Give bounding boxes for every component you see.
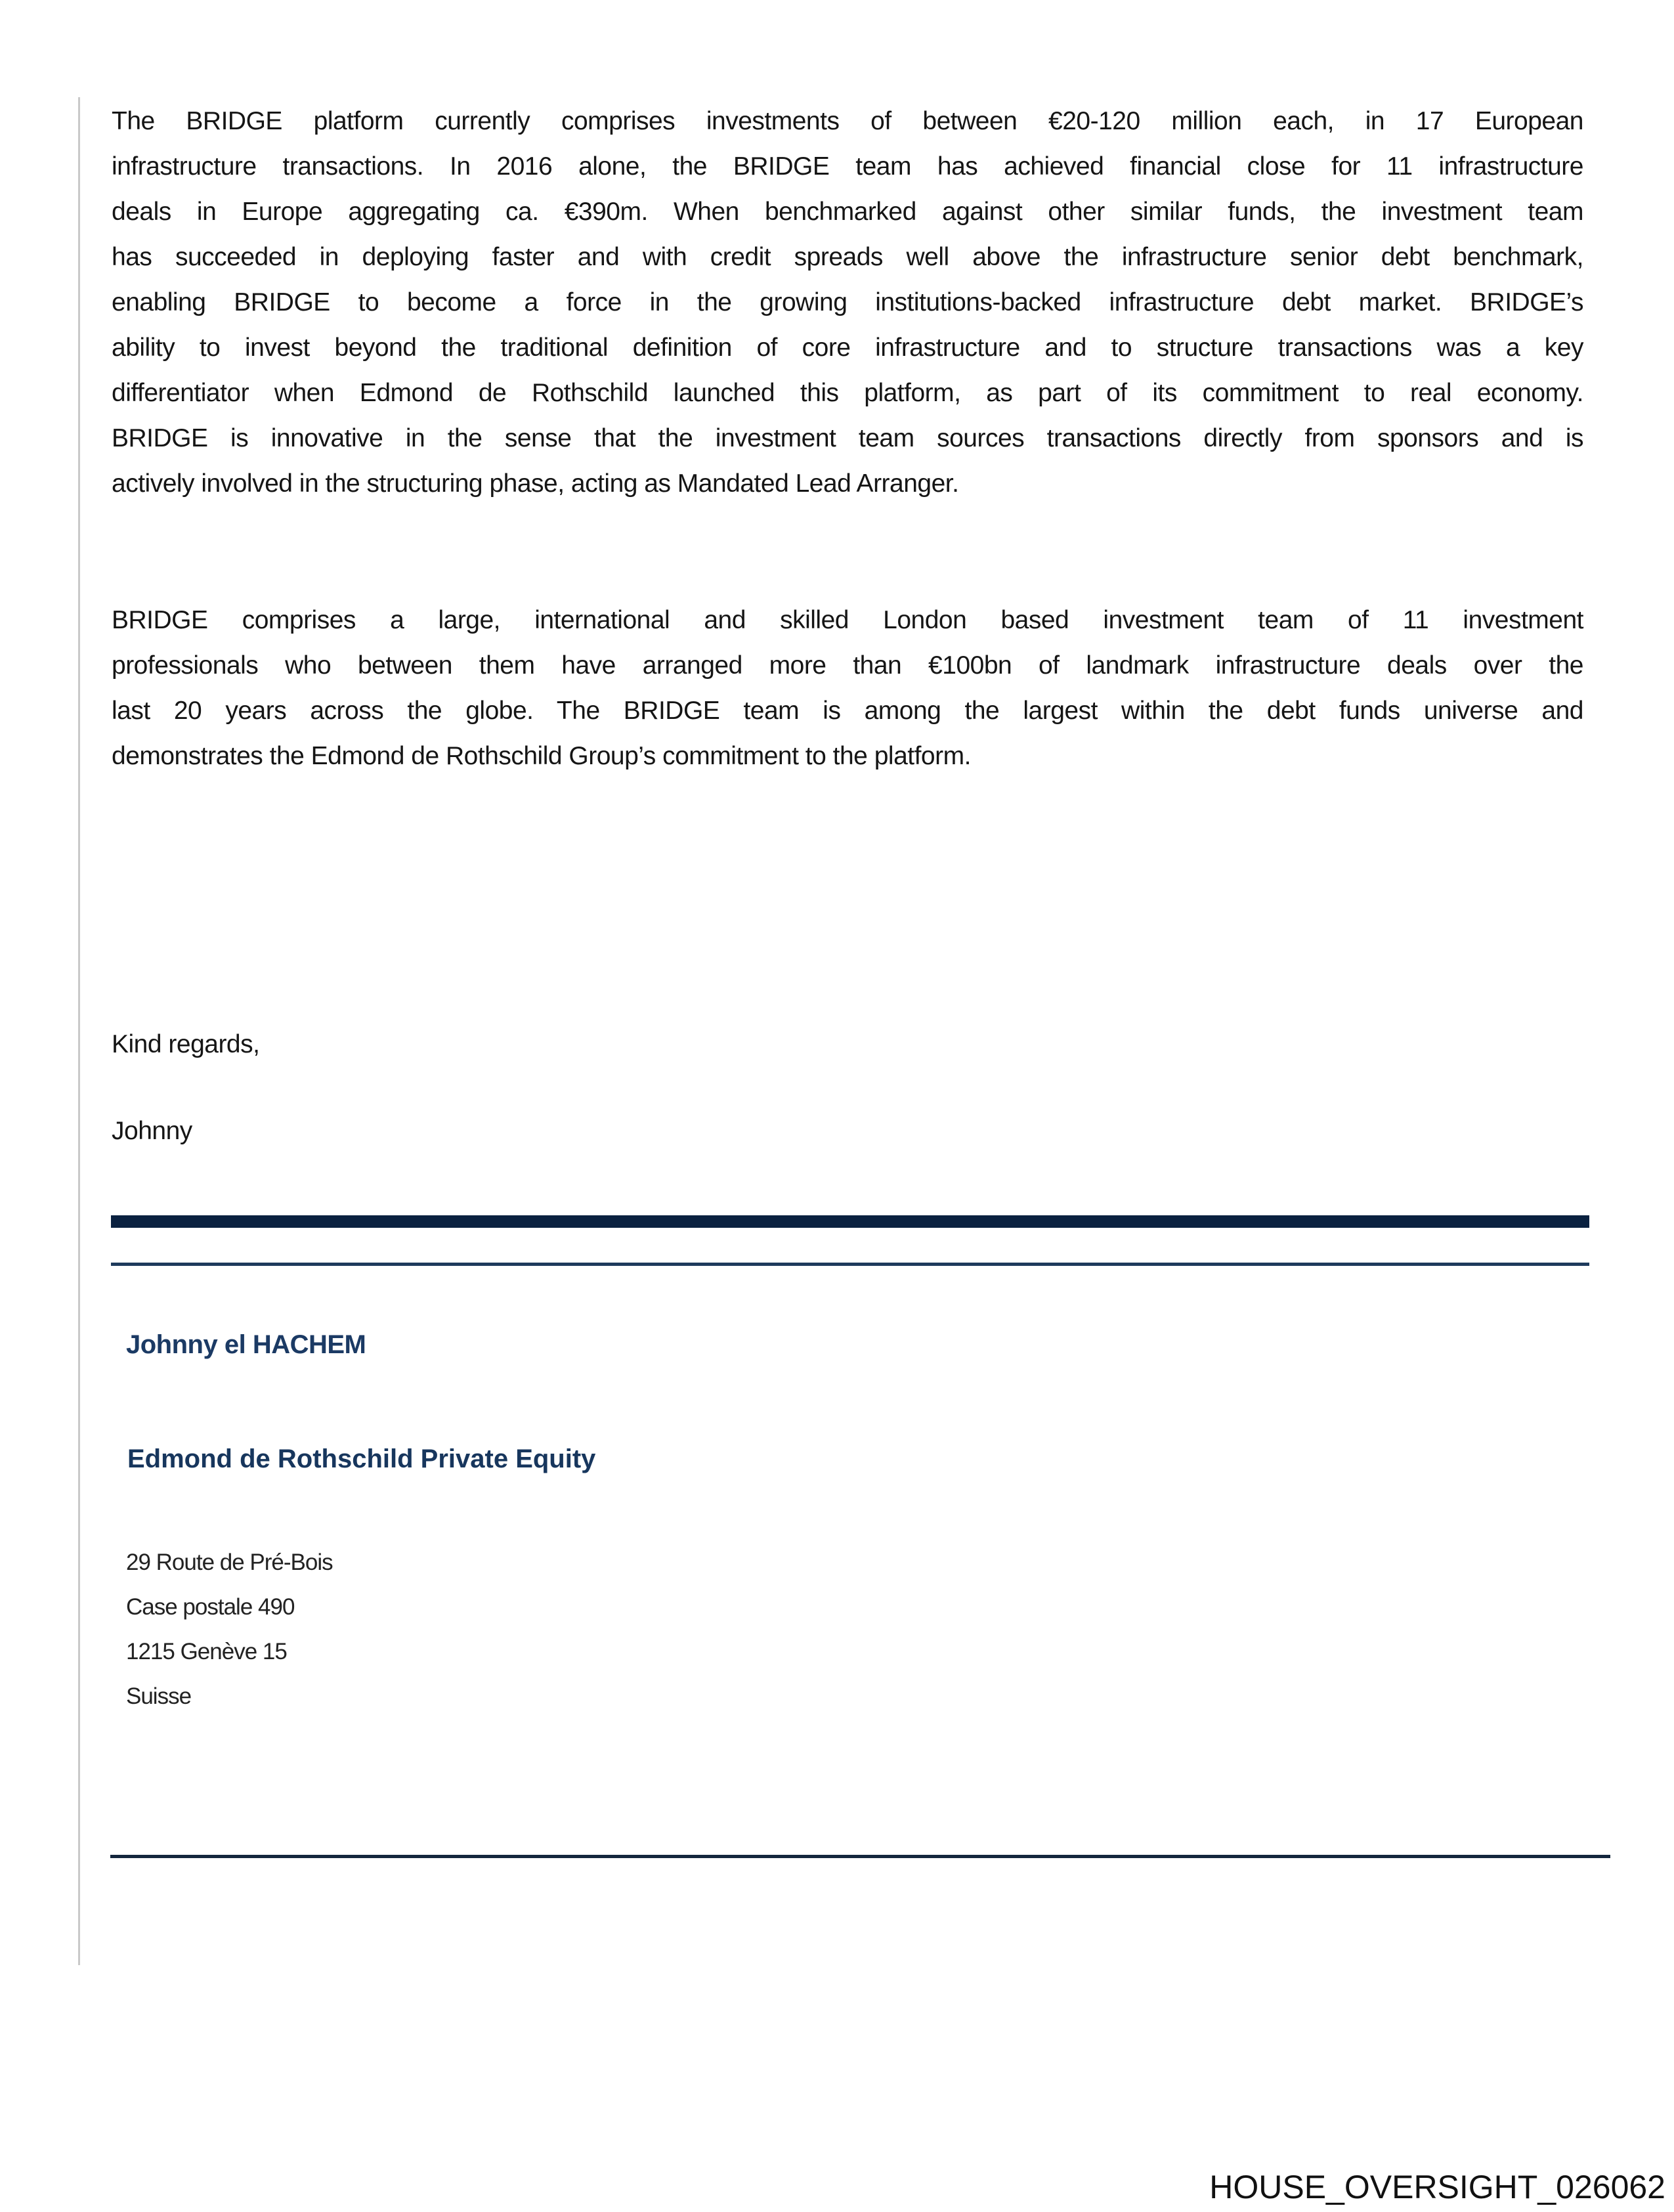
body-line: infrastructure transactions. In 2016 alone, the BRIDGE team has achieved financial close for 11 infrastructure <box>112 152 1583 181</box>
body-line: enabling BRIDGE to become a force in the growing institutions-backed infrastructure debt market. BRIDGE’s <box>112 288 1583 316</box>
body-line: has succeeded in deploying faster and with credit spreads well above the infrastructure senior debt benchmark, <box>112 243 1583 271</box>
body-line: professionals who between them have arranged more than €100bn of landmark infrastructure deals over the <box>112 651 1583 680</box>
quote-indent-rule <box>78 97 80 1965</box>
signature-address-block <box>126 1540 333 1719</box>
paragraph-bridge-team <box>112 597 1583 779</box>
body-line: ability to invest beyond the traditional definition of core infrastructure and to structure transactions was a key <box>112 334 1583 362</box>
body-line: 29 Route de Pré-Bois <box>126 1550 333 1575</box>
paragraph-bridge-platform <box>112 98 1583 506</box>
body-line: demonstrates the Edmond de Rothschild Group’s commitment to the platform. <box>112 742 971 770</box>
body-line: differentiator when Edmond de Rothschild launched this platform, as part of its commitment to real economy. <box>112 379 1583 407</box>
signoff-name: Johnny <box>112 1117 192 1145</box>
body-line: The BRIDGE platform currently comprises investments of between €20-120 million each, in 17 European <box>112 107 1583 135</box>
signature-divider-bar <box>111 1215 1589 1228</box>
bates-number: HOUSE_OVERSIGHT_026062 <box>1209 2169 1665 2205</box>
body-line: Case postale 490 <box>126 1594 295 1620</box>
body-line: deals in Europe aggregating ca. €390m. When benchmarked against other similar funds, the investment team <box>112 198 1583 226</box>
body-line: 1215 Genève 15 <box>126 1639 287 1664</box>
body-line: Suisse <box>126 1683 192 1709</box>
body-line: actively involved in the structuring phase, acting as Mandated Lead Arranger. <box>112 469 959 498</box>
body-line: BRIDGE comprises a large, international and skilled London based investment team of 11 investment <box>112 606 1583 634</box>
signature-name: Johnny el HACHEM <box>126 1330 366 1359</box>
body-line: last 20 years across the globe. The BRIDGE team is among the largest within the debt funds universe and <box>112 697 1583 725</box>
body-line: BRIDGE is innovative in the sense that the investment team sources transactions directly from sponsors and is <box>112 424 1583 452</box>
signature-divider-line <box>111 1263 1589 1266</box>
signature-company: Edmond de Rothschild Private Equity <box>127 1444 596 1473</box>
closing-text: Kind regards, <box>112 1030 260 1058</box>
signature-bottom-rule <box>110 1855 1610 1858</box>
